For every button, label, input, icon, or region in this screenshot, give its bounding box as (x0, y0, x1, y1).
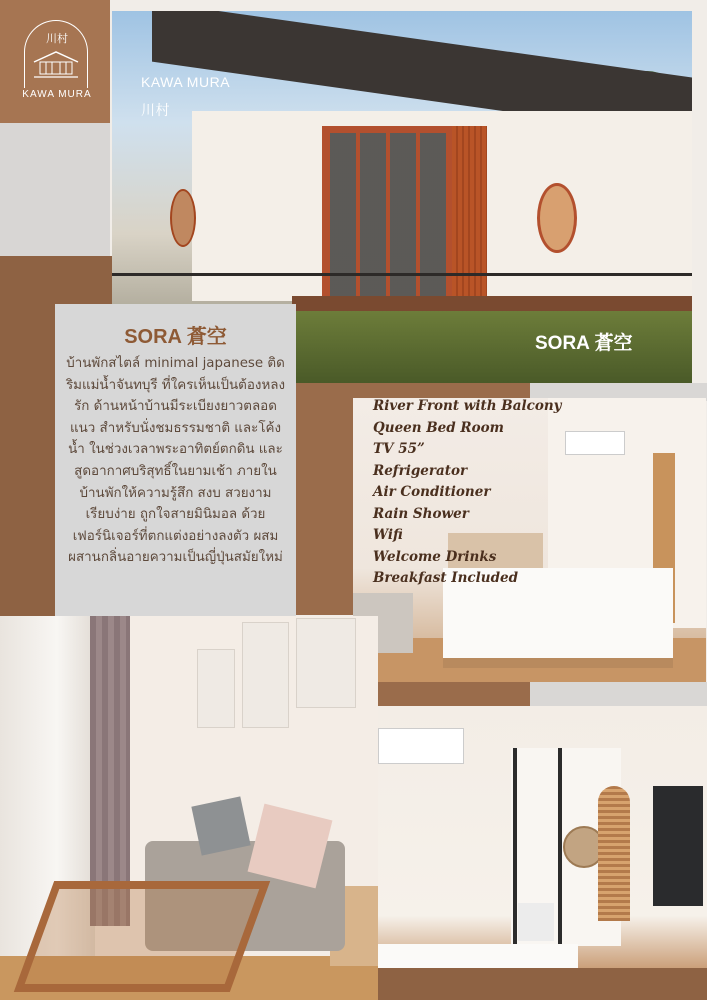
wall-art (296, 618, 356, 708)
color-block-middle-strip (378, 682, 530, 706)
amenity-item: Welcome Drinks (373, 548, 497, 565)
air-conditioner (565, 431, 625, 455)
description-body: บ้านพักสไตล์ minimal japanese ติดริมแม่น้ำจันทบุรี ที่ใครเห็นเป็นต้องหลงรัก ด้านหน้าบ้านมีระเบียงยาวตลอดแนว สำหรับนั่งชมธรรมชาติ และโค้งน้ำ ในช่วงเวลาพระอาทิตย์ตกดิน และสูดอากาศบริสุทธิ์ในยามเช้า ภายในบ้านพักให้ความรู้สึก สงบ สวยงาม เรียบง่าย ถูกใจสายมินิมอล ด้วยเฟอร์นิเจอร์ที่ตกแต่งอย่างลงตัว ผสมผสานกลิ่นอายความเป็นญี่ปุ่นสมัยใหม่ (65, 356, 286, 566)
drape (90, 616, 130, 926)
bed-edge (378, 944, 578, 968)
living-room-photo (0, 616, 378, 1000)
mini-fridge (518, 903, 554, 941)
amenity-item: Rain Shower (373, 505, 469, 522)
dressing-area-photo (378, 706, 707, 968)
amenity-item: TV 55” (373, 441, 425, 457)
gray-pillow (191, 796, 250, 855)
color-block-bottom-brown (378, 968, 707, 1000)
amenity-item: Queen Bed Room (373, 419, 504, 436)
wardrobe-pole (513, 748, 517, 946)
wall-art (197, 649, 235, 728)
round-window (537, 183, 577, 253)
exterior-title (141, 68, 230, 124)
balcony-rail (112, 273, 692, 276)
exterior-title-en: KAWA MURA (141, 74, 231, 90)
glass-coffee-table (14, 881, 270, 992)
amenity-item: Breakfast Included (373, 570, 519, 586)
wardrobe-pole (558, 748, 562, 946)
arched-window (598, 786, 630, 921)
air-conditioner (378, 728, 464, 764)
logo-kanji: 川村 (46, 32, 68, 45)
amenity-item: Wifi (373, 527, 403, 543)
logo-brand-text: KAWA MURA (22, 89, 92, 100)
exterior-caption: SORA 蒼空 (535, 333, 633, 354)
kawa-mura-logo (18, 18, 96, 106)
color-block-left-gray (0, 123, 110, 256)
amenity-item: River Front with Balcony (373, 398, 562, 414)
color-block-right-strip (530, 682, 707, 706)
round-window-left (170, 189, 196, 247)
wall-art (242, 622, 289, 728)
description-heading: SORA 蒼空 (124, 326, 227, 348)
description-box (55, 304, 296, 616)
exterior-title-jp: 川村 (141, 102, 170, 118)
television (653, 786, 703, 906)
amenity-item: Refrigerator (373, 462, 468, 479)
amenity-item: Air Conditioner (373, 484, 491, 500)
logo-house-icon (32, 48, 80, 80)
amenities-list (373, 396, 561, 590)
